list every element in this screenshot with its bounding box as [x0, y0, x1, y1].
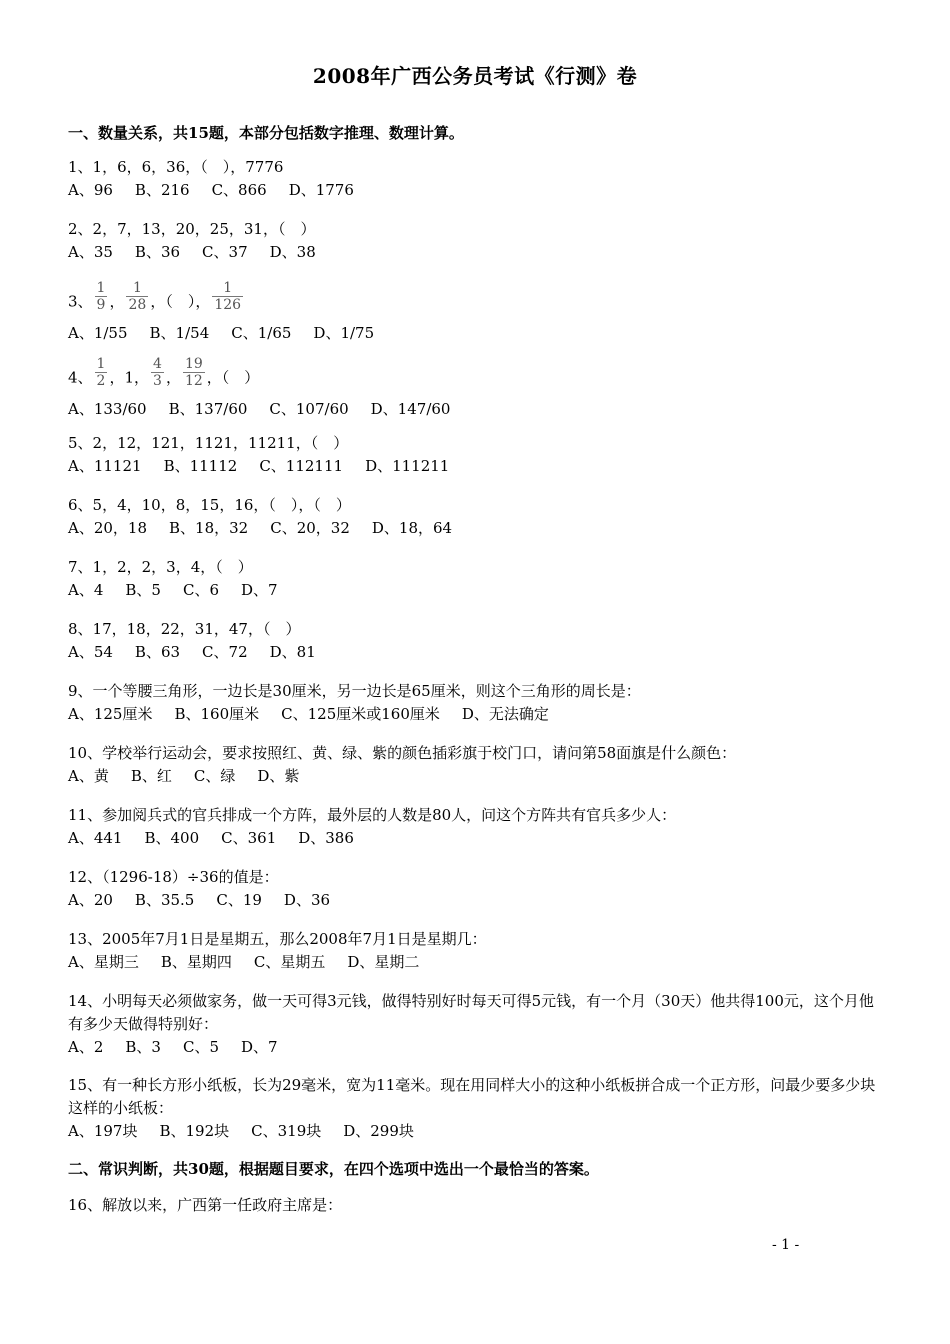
question-7 — [68, 556, 883, 602]
option-d: D、111211 — [365, 457, 450, 475]
question-number: 4、 — [68, 368, 93, 387]
question-stem — [68, 280, 883, 322]
question-8 — [68, 618, 883, 664]
option-b: B、1/54 — [149, 324, 210, 342]
option-c: C、19 — [216, 891, 262, 909]
option-d: D、1776 — [288, 181, 354, 199]
question-2 — [68, 218, 883, 264]
fraction — [151, 356, 164, 389]
question-stem: 11、参加阅兵式的官兵排成一个方阵，最外层的人数是80人，问这个方阵共有官兵多少人： — [68, 806, 677, 824]
option-c: C、37 — [202, 243, 248, 261]
question-stem: 14、小明每天必须做家务，做一天可得3元钱，做得特别好时每天可得5元钱，有一个月（30天）他共得100元，这个月他有多少天做得特别好： — [68, 992, 874, 1033]
option-b: B、红 — [130, 767, 172, 785]
option-d: D、无法确定 — [461, 705, 549, 723]
denominator: 2 — [96, 373, 106, 389]
option-d: D、7 — [241, 581, 278, 599]
option-b: B、3 — [125, 1038, 161, 1056]
option-a: A、197块 — [68, 1122, 138, 1140]
question-13 — [68, 928, 883, 974]
fraction — [183, 356, 205, 389]
option-b: B、400 — [144, 829, 200, 847]
question-4 — [68, 356, 883, 421]
options-row — [68, 889, 883, 912]
options-row — [68, 765, 883, 788]
numerator: 1 — [96, 356, 106, 372]
option-d: D、1/75 — [313, 324, 375, 342]
option-a: A、1/55 — [68, 324, 128, 342]
option-c: C、319块 — [251, 1122, 322, 1140]
denominator: 12 — [184, 373, 203, 389]
options-row — [68, 1120, 883, 1143]
question-stem: 16、解放以来，广西第一任政府主席是： — [68, 1196, 343, 1214]
option-c: C、112111 — [259, 457, 344, 475]
fraction — [95, 356, 108, 389]
fraction — [126, 280, 148, 313]
question-14 — [68, 990, 883, 1059]
option-b: B、18，32 — [169, 519, 249, 537]
option-c: C、72 — [202, 643, 248, 661]
option-a: A、11121 — [68, 457, 142, 475]
question-3 — [68, 280, 883, 345]
options-row — [68, 703, 883, 726]
option-b: B、11112 — [163, 457, 238, 475]
fraction — [212, 280, 243, 313]
option-b: B、35.5 — [134, 891, 195, 909]
question-6 — [68, 494, 883, 540]
fraction — [95, 280, 108, 313]
question-stem: 9、一个等腰三角形，一边长是30厘米，另一边长是65厘米，则这个三角形的周长是： — [68, 682, 641, 700]
option-c: C、1/65 — [231, 324, 292, 342]
options-row — [68, 1036, 883, 1059]
question-stem: 13、2005年7月1日是星期五，那么2008年7月1日是星期几： — [68, 930, 487, 948]
options-row — [68, 579, 883, 602]
option-a: A、96 — [68, 181, 113, 199]
option-c: C、107/60 — [269, 400, 349, 418]
option-a: A、星期三 — [68, 953, 139, 971]
denominator: 28 — [128, 297, 147, 313]
question-stem: 5、2，12，121，1121，11211，（ ） — [68, 434, 349, 452]
options-row — [68, 641, 883, 664]
separator: ， — [109, 292, 125, 311]
option-c: C、5 — [182, 1038, 219, 1056]
question-9 — [68, 680, 883, 726]
option-a: A、133/60 — [68, 400, 147, 418]
option-b: B、63 — [134, 643, 181, 661]
option-c: C、绿 — [193, 767, 236, 785]
page-number: - 1 - — [772, 1237, 800, 1253]
option-a: A、125厘米 — [68, 705, 153, 723]
option-c: C、6 — [182, 581, 219, 599]
options-row — [68, 179, 883, 202]
option-a: A、4 — [68, 581, 104, 599]
option-b: B、160厘米 — [174, 705, 260, 723]
option-d: D、18，64 — [371, 519, 453, 537]
option-a: A、2 — [68, 1038, 104, 1056]
question-16 — [68, 1194, 883, 1217]
question-stem: 12、（1296-18）÷36的值是： — [68, 868, 279, 886]
option-d: D、7 — [241, 1038, 278, 1056]
option-a: A、黄 — [68, 767, 109, 785]
numerator: 1 — [96, 280, 106, 296]
denominator: 126 — [214, 297, 242, 313]
option-b: B、5 — [125, 581, 161, 599]
blank: ，（ ） — [206, 368, 260, 387]
question-1 — [68, 156, 883, 202]
option-c: C、361 — [221, 829, 277, 847]
question-stem: 1、1，6，6，36，（ ），7776 — [68, 158, 284, 176]
numerator: 1 — [212, 280, 243, 297]
option-d: D、386 — [298, 829, 354, 847]
options-row — [68, 241, 883, 264]
option-d: D、36 — [283, 891, 331, 909]
question-stem: 2、2，7，13，20，25，31，（ ） — [68, 220, 316, 238]
option-d: D、147/60 — [370, 400, 451, 418]
options-row — [68, 827, 883, 850]
option-d: D、38 — [269, 243, 316, 261]
options-row — [68, 322, 883, 345]
section-heading-1: 一、数量关系，共15题，本部分包括数字推理、数理计算。 — [68, 124, 464, 142]
option-c: C、20，32 — [270, 519, 350, 537]
option-b: B、36 — [134, 243, 181, 261]
question-12 — [68, 866, 883, 912]
option-a: A、20 — [68, 891, 113, 909]
option-d: D、81 — [269, 643, 316, 661]
option-a: A、35 — [68, 243, 113, 261]
options-row — [68, 455, 883, 478]
section-heading-2: 二、常识判断，共30题，根据题目要求，在四个选项中选出一个最恰当的答案。 — [68, 1160, 599, 1178]
numerator: 19 — [184, 356, 203, 372]
question-stem — [68, 356, 883, 398]
question-stem: 15、有一种长方形小纸板，长为29毫米，宽为11毫米。现在用同样大小的这种小纸板拼合成一个正方形，问最少要多少块这样的小纸板： — [68, 1076, 876, 1117]
question-stem: 10、学校举行运动会，要求按照红、黄、绿、紫的颜色插彩旗于校门口，请问第58面旗是什么颜色： — [68, 744, 737, 762]
option-c: C、866 — [211, 181, 267, 199]
option-b: B、137/60 — [168, 400, 248, 418]
option-c: C、星期五 — [253, 953, 326, 971]
separator: ， — [165, 368, 181, 387]
option-d: D、紫 — [257, 767, 300, 785]
options-row — [68, 517, 883, 540]
options-row — [68, 951, 883, 974]
option-b: B、星期四 — [160, 953, 232, 971]
question-number: 3、 — [68, 292, 93, 311]
question-11 — [68, 804, 883, 850]
option-b: B、192块 — [159, 1122, 230, 1140]
question-stem: 8、17，18，22，31，47，（ ） — [68, 620, 301, 638]
option-c: C、125厘米或160厘米 — [281, 705, 440, 723]
page-title: 2008年广西公务员考试《行测》卷 — [312, 64, 638, 88]
question-stem: 7、1，2，2，3，4，（ ） — [68, 558, 253, 576]
blank: ，（ ）， — [150, 292, 211, 311]
numerator: 1 — [126, 280, 148, 297]
option-d: D、星期二 — [347, 953, 420, 971]
option-b: B、216 — [134, 181, 190, 199]
options-row — [68, 398, 883, 421]
question-10 — [68, 742, 883, 788]
option-a: A、441 — [68, 829, 123, 847]
question-15 — [68, 1074, 883, 1143]
numerator: 4 — [153, 356, 162, 372]
option-a: A、20，18 — [68, 519, 148, 537]
option-d: D、299块 — [343, 1122, 414, 1140]
denominator: 3 — [153, 373, 162, 389]
question-5 — [68, 432, 883, 478]
question-stem: 6、5，4，10，8，15，16，（ ），（ ） — [68, 496, 351, 514]
denominator: 9 — [96, 297, 106, 313]
option-a: A、54 — [68, 643, 113, 661]
separator: ，1， — [109, 368, 150, 387]
